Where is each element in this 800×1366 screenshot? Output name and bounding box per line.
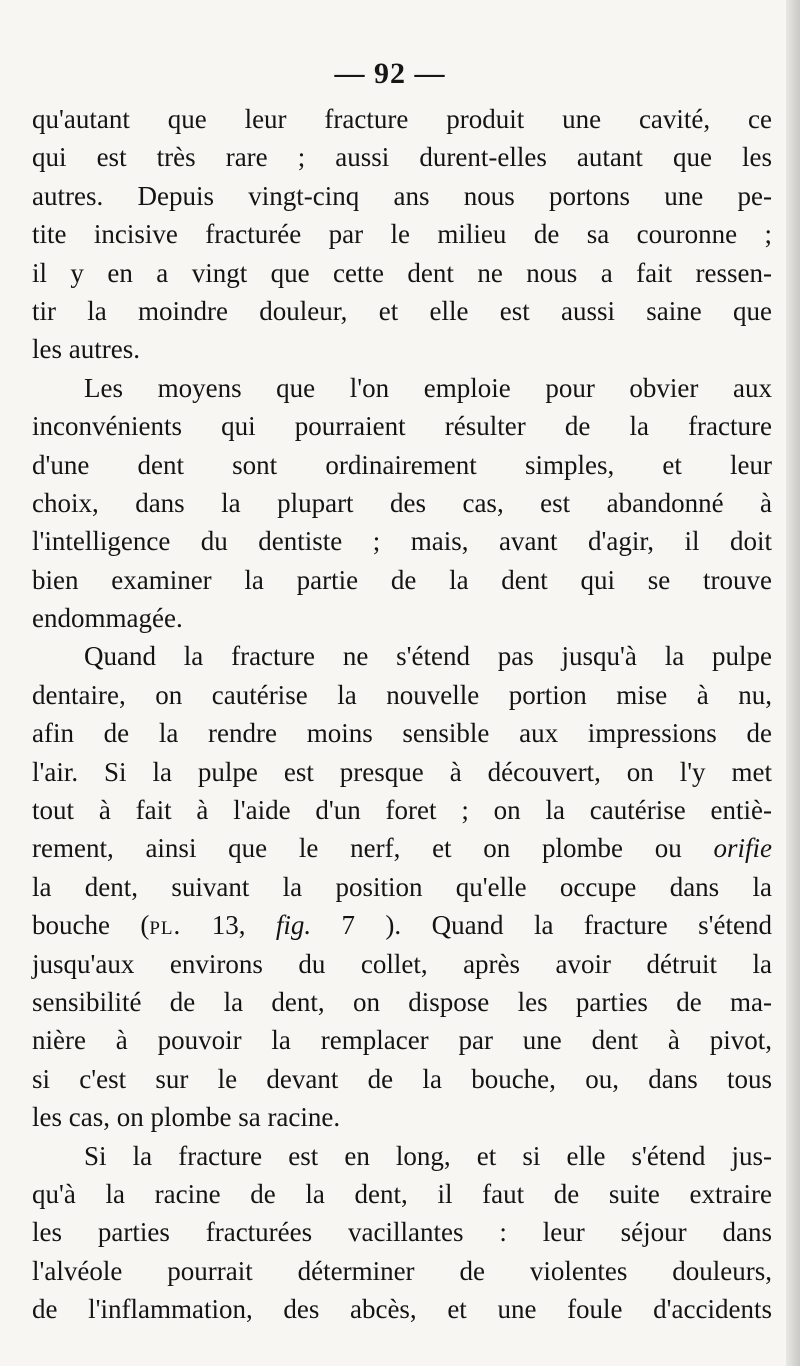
text-line: jusqu'aux environs du collet, après avoir détruit la [32, 948, 772, 979]
text-line: tout à fait à l'aide d'un foret ; on la cautérise entiè- [32, 795, 772, 826]
text-line: de l'inflammation, des abcès, et une foule d'accidents [32, 1294, 772, 1325]
italic-word: orifie [713, 833, 773, 864]
text-line: la dent, suivant la position qu'elle occupe dans la [32, 871, 772, 902]
text-line: nière à pouvoir la remplacer par une dent à pivot, [32, 1025, 772, 1056]
text-line: d'une dent sont ordinairement simples, et leur [32, 449, 772, 480]
paragraph-start-line: Quand la fracture ne s'étend pas jusqu'à la pulpe [84, 641, 772, 672]
text-line: si c'est sur le devant de la bouche, ou, dans tous [32, 1063, 772, 1094]
text-line: les parties fracturées vacillantes : leur séjour dans [32, 1217, 772, 1248]
paragraph-start-line: Les moyens que l'on emploie pour obvier aux [84, 372, 772, 403]
text-line: les cas, on plombe sa racine. [32, 1102, 341, 1133]
page-edge-shadow [786, 0, 800, 1366]
body-text [32, 100, 772, 1329]
text-line: qu'à la racine de la dent, il faut de suite extraire [32, 1178, 772, 1209]
text-line: inconvénients qui pourraient résulter de la fracture [32, 411, 772, 442]
text-line: choix, dans la plupart des cas, est abandonné à [32, 487, 772, 518]
text-line: autres. Depuis vingt-cinq ans nous portons une pe- [32, 180, 772, 211]
text-line: l'alvéole pourrait déterminer de violentes douleurs, [32, 1255, 772, 1286]
text-line: bien examiner la partie de la dent qui se trouve [32, 564, 772, 595]
text-line: les autres. [32, 334, 140, 365]
text-line: dentaire, on cautérise la nouvelle portion mise à nu, [32, 679, 772, 710]
text-line: l'air. Si la pulpe est presque à découvert, on l'y met [32, 756, 772, 787]
text-line: il y en a vingt que cette dent ne nous a fait ressen- [32, 257, 772, 288]
text-line: tite incisive fracturée par le milieu de sa couronne ; [32, 219, 772, 250]
plate-abbreviation: pl. [149, 910, 182, 941]
text-line: qui est très rare ; aussi durent-elles autant que les [32, 142, 772, 173]
page-number: — 92 — [334, 57, 446, 90]
text-line: sensibilité de la dent, on dispose les parties de ma- [32, 986, 772, 1017]
text-line-with-italic [32, 829, 772, 867]
text-line: afin de la rendre moins sensible aux impressions de [32, 718, 772, 749]
text-segment: bouche ( [32, 910, 150, 941]
text-segment: rement, ainsi que le nerf, et on plombe ou [32, 833, 682, 864]
text-segment: 13, [181, 910, 276, 941]
text-line: tir la moindre douleur, et elle est aussi saine que [32, 295, 772, 326]
text-line-with-reference [32, 906, 772, 944]
figure-abbreviation: fig. [275, 910, 312, 941]
text-line: endommagée. [32, 603, 183, 634]
text-segment: 7 ). Quand la fracture s'étend [311, 910, 772, 941]
text-line: l'intelligence du dentiste ; mais, avant d'agir, il doit [32, 526, 772, 557]
paragraph-start-line: Si la fracture est en long, et si elle s'étend jus- [84, 1140, 772, 1171]
text-line: qu'autant que leur fracture produit une cavité, ce [32, 104, 772, 134]
